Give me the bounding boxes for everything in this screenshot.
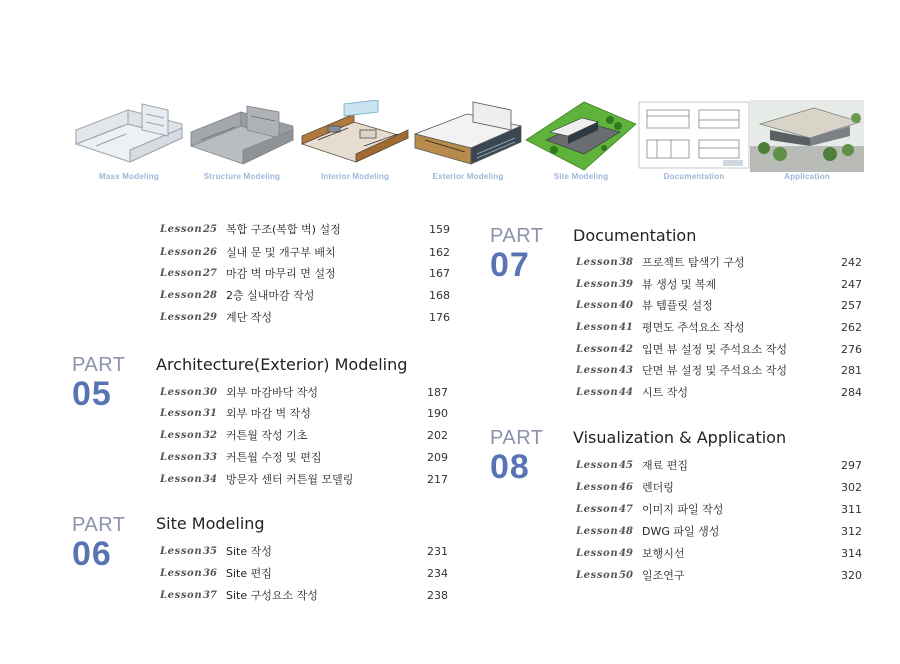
lesson-number: 28 [203,290,217,301]
lesson-number: 47 [619,504,633,515]
part-label: PART [490,427,544,449]
lesson-title: 계단 작성 [226,311,273,324]
lesson-number: 42 [619,344,633,355]
lesson-entry [160,544,450,560]
lesson-entry [576,502,866,518]
lesson-title: 뷰 생성 및 복제 [642,278,717,291]
lesson-word: Lesson [576,460,619,471]
lesson-entry [160,385,450,401]
lesson-title: 일조연구 [642,569,685,582]
lesson-entry [576,458,866,474]
lesson-number: 35 [203,546,217,557]
lesson-number: 29 [203,312,217,323]
part-number: 06 [72,535,112,573]
thumbnail-application [750,100,864,184]
lesson-entry [160,222,450,238]
lesson-word: Lesson [576,570,619,581]
part-number: 08 [490,448,530,486]
lesson-page: 247 [841,278,862,291]
lesson-number: 50 [619,570,633,581]
lesson-page: 231 [427,545,448,558]
lesson-word: Lesson [576,504,619,515]
lesson-number: 41 [619,322,633,333]
lesson-number: 46 [619,482,633,493]
lesson-page: 297 [841,459,862,472]
lesson-entry [160,472,450,488]
lesson-title: 외부 마감바닥 작성 [226,386,319,399]
lesson-page: 320 [841,569,862,582]
lesson-title: 프로젝트 탐색기 구성 [642,256,745,269]
application-render-image [750,100,864,172]
thumbnail-site-modeling [524,100,638,184]
lesson-number: 48 [619,526,633,537]
lesson-number: 37 [203,590,217,601]
lesson-word: Lesson [576,279,619,290]
lesson-title: 외부 마감 벽 작성 [226,407,311,420]
part-label: PART [72,354,126,376]
lesson-page: 187 [427,386,448,399]
lesson-page: 238 [427,589,448,602]
lesson-word: Lesson [576,344,619,355]
lesson-number: 26 [203,247,217,258]
lesson-number: 27 [203,268,217,279]
lesson-entry [160,428,450,444]
lesson-title: Site 작성 [226,545,272,558]
thumbnail-caption: Mass Modeling [99,172,159,181]
lesson-title: 렌더링 [642,481,674,494]
lesson-page: 311 [841,503,862,516]
lesson-title: 시트 작성 [642,386,689,399]
lesson-page: 202 [427,429,448,442]
lesson-number: 40 [619,300,633,311]
lesson-title: 보행시선 [642,547,685,560]
lesson-number: 43 [619,365,633,376]
lesson-page: 312 [841,525,862,538]
lesson-entry [576,385,866,401]
lesson-title: 단면 뷰 설정 및 주석요소 작성 [642,364,787,377]
lesson-page: 168 [429,289,450,302]
lesson-entry [160,245,450,261]
lesson-page: 242 [841,256,862,269]
thumbnail-exterior-modeling [411,100,525,184]
lesson-title: Site 구성요소 작성 [226,589,318,602]
lesson-entry [576,568,866,584]
lesson-entry [576,255,866,271]
lesson-entry [160,288,450,304]
part-label: PART [490,225,544,247]
lesson-number: 45 [619,460,633,471]
lesson-title: 마감 벽 마무리 면 설정 [226,267,336,280]
lesson-page: 162 [429,246,450,259]
lesson-page: 257 [841,299,862,312]
lesson-number: 33 [203,452,217,463]
lesson-word: Lesson [160,546,203,557]
lesson-title: 복합 구조(복합 벽) 설정 [226,223,341,236]
lesson-word: Lesson [160,408,203,419]
lesson-title: 실내 문 및 개구부 배치 [226,246,336,259]
lesson-entry [160,450,450,466]
part-title: Site Modeling [156,514,265,533]
lesson-entry [576,480,866,496]
lesson-entry [160,406,450,422]
lesson-title: 입면 뷰 설정 및 주석요소 작성 [642,343,787,356]
lesson-entry [576,277,866,293]
lesson-word: Lesson [576,365,619,376]
lesson-title: 재료 편집 [642,459,689,472]
lesson-number: 25 [203,224,217,235]
thumbnail-interior-modeling [298,100,412,184]
mass-model-image [72,100,186,172]
lesson-word: Lesson [160,474,203,485]
lesson-word: Lesson [160,247,203,258]
lesson-word: Lesson [160,387,203,398]
lesson-number: 36 [203,568,217,579]
lesson-page: 276 [841,343,862,356]
lesson-word: Lesson [160,568,203,579]
thumbnail-caption: Exterior Modeling [432,172,504,181]
lesson-word: Lesson [576,548,619,559]
thumbnail-structure-modeling [185,100,299,184]
lesson-page: 209 [427,451,448,464]
lesson-number: 39 [619,279,633,290]
lesson-number: 32 [203,430,217,441]
lesson-title: 방문자 센터 커튼월 모델링 [226,473,354,486]
lesson-number: 34 [203,474,217,485]
lesson-title: 2층 실내마감 작성 [226,289,315,302]
part-title: Documentation [573,226,697,245]
lesson-word: Lesson [576,387,619,398]
lesson-entry [160,588,450,604]
lesson-page: 302 [841,481,862,494]
thumbnail-documentation [637,100,751,184]
lesson-word: Lesson [160,452,203,463]
lesson-page: 314 [841,547,862,560]
thumbnail-mass-modeling [72,100,186,184]
thumbnail-caption: Documentation [663,172,725,181]
lesson-word: Lesson [160,224,203,235]
lesson-page: 284 [841,386,862,399]
lesson-word: Lesson [576,482,619,493]
interior-model-image [298,100,412,172]
chapter-thumbnail-strip [72,100,862,184]
lesson-entry [576,342,866,358]
lesson-page: 217 [427,473,448,486]
lesson-word: Lesson [160,590,203,601]
exterior-model-image [411,100,525,172]
documentation-drawing-image [637,100,751,172]
lesson-page: 176 [429,311,450,324]
lesson-number: 30 [203,387,217,398]
lesson-title: Site 편집 [226,567,272,580]
part-title: Architecture(Exterior) Modeling [156,355,408,374]
lesson-entry [160,266,450,282]
lesson-number: 31 [203,408,217,419]
thumbnail-caption: Interior Modeling [320,172,390,181]
lesson-page: 190 [427,407,448,420]
lesson-entry [160,566,450,582]
lesson-entry [576,524,866,540]
lesson-number: 49 [619,548,633,559]
lesson-title: 뷰 템플릿 설정 [642,299,713,312]
part-label: PART [72,514,126,536]
lesson-word: Lesson [576,257,619,268]
thumbnail-caption: Application [784,172,830,181]
lesson-word: Lesson [576,526,619,537]
lesson-entry [576,320,866,336]
lesson-entry [576,363,866,379]
lesson-title: 이미지 파일 작성 [642,503,724,516]
structure-model-image [185,100,299,172]
lesson-title: 커튼월 수정 및 편집 [226,451,322,464]
lesson-page: 167 [429,267,450,280]
lesson-word: Lesson [576,322,619,333]
part-title: Visualization & Application [573,428,787,447]
lesson-page: 159 [429,223,450,236]
lesson-word: Lesson [160,430,203,441]
lesson-word: Lesson [160,290,203,301]
lesson-number: 44 [619,387,633,398]
part-number: 05 [72,375,112,413]
lesson-page: 234 [427,567,448,580]
lesson-page: 262 [841,321,862,334]
lesson-word: Lesson [576,300,619,311]
lesson-entry [160,310,450,326]
lesson-word: Lesson [160,268,203,279]
lesson-title: DWG 파일 생성 [642,525,720,538]
site-model-image [524,100,638,172]
lesson-entry [576,546,866,562]
lesson-number: 38 [619,257,633,268]
part-number: 07 [490,246,530,284]
lesson-title: 평면도 주석요소 작성 [642,321,745,334]
lesson-title: 커튼월 작성 기초 [226,429,308,442]
thumbnail-caption: Site Modeling [553,172,609,181]
lesson-page: 281 [841,364,862,377]
lesson-entry [576,298,866,314]
thumbnail-caption: Structure Modeling [203,172,281,181]
lesson-word: Lesson [160,312,203,323]
